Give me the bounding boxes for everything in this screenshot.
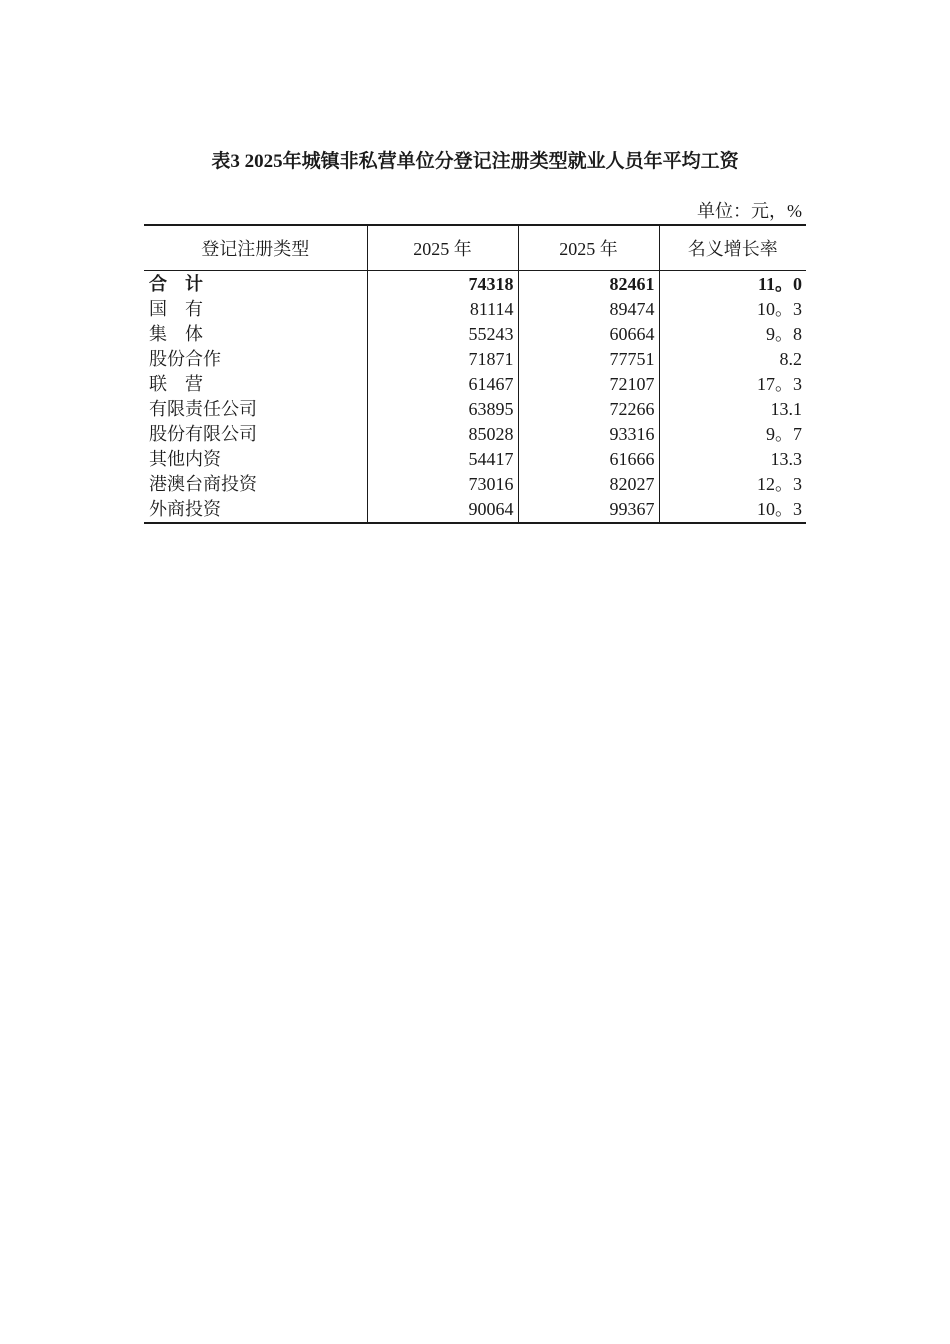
row-value-year-b: 82027 — [518, 472, 659, 497]
table-row — [144, 322, 806, 347]
row-label: 有限责任公司 — [149, 399, 257, 419]
row-value-year-b: 82461 — [518, 271, 659, 298]
row-value-year-a: 54417 — [367, 447, 518, 472]
row-value-year-a: 81114 — [367, 297, 518, 322]
column-header-type: 登记注册类型 — [144, 225, 367, 271]
row-value-year-a: 63895 — [367, 397, 518, 422]
row-value-year-a: 74318 — [367, 271, 518, 298]
row-label: 港澳台商投资 — [149, 474, 257, 494]
wage-table — [144, 224, 806, 524]
column-header-year-b: 2025 年 — [518, 225, 659, 271]
row-label: 外商投资 — [149, 499, 221, 519]
row-value-year-b: 99367 — [518, 497, 659, 523]
row-growth-rate: 13.3 — [659, 447, 806, 472]
row-value-year-a: 90064 — [367, 497, 518, 523]
row-value-year-b: 72107 — [518, 372, 659, 397]
page-title: 表3 2025年城镇非私营单位分登记注册类型就业人员年平均工资 — [211, 151, 739, 172]
row-label: 国 有 — [149, 299, 203, 319]
row-growth-rate: 11。0 — [659, 271, 806, 298]
row-value-year-a: 73016 — [367, 472, 518, 497]
table-row — [144, 497, 806, 523]
table-row — [144, 372, 806, 397]
row-growth-rate: 9。7 — [659, 422, 806, 447]
row-growth-rate: 17。3 — [659, 372, 806, 397]
row-label: 股份合作 — [149, 349, 221, 369]
row-label: 集 体 — [149, 324, 203, 344]
row-growth-rate: 10。3 — [659, 497, 806, 523]
table-row — [144, 347, 806, 372]
row-label: 合 计 — [149, 274, 203, 294]
table-row-total — [144, 271, 806, 298]
table-row — [144, 297, 806, 322]
unit-note: 单位：元，% — [697, 201, 802, 221]
row-value-year-b: 89474 — [518, 297, 659, 322]
row-growth-rate: 8.2 — [659, 347, 806, 372]
table-row — [144, 447, 806, 472]
row-value-year-a: 85028 — [367, 422, 518, 447]
row-growth-rate: 12。3 — [659, 472, 806, 497]
row-label: 其他内资 — [149, 449, 221, 469]
column-header-year-a: 2025 年 — [367, 225, 518, 271]
row-value-year-b: 60664 — [518, 322, 659, 347]
row-value-year-a: 71871 — [367, 347, 518, 372]
row-label: 股份有限公司 — [149, 424, 257, 444]
row-value-year-b: 72266 — [518, 397, 659, 422]
table-row — [144, 397, 806, 422]
row-value-year-b: 77751 — [518, 347, 659, 372]
table-row — [144, 472, 806, 497]
row-label: 联 营 — [149, 374, 203, 394]
row-growth-rate: 10。3 — [659, 297, 806, 322]
table-row — [144, 422, 806, 447]
row-growth-rate: 9。8 — [659, 322, 806, 347]
row-value-year-a: 55243 — [367, 322, 518, 347]
row-value-year-b: 93316 — [518, 422, 659, 447]
row-growth-rate: 13.1 — [659, 397, 806, 422]
row-value-year-a: 61467 — [367, 372, 518, 397]
row-value-year-b: 61666 — [518, 447, 659, 472]
table-header-row — [144, 225, 806, 271]
column-header-growth-rate: 名义增长率 — [659, 225, 806, 271]
